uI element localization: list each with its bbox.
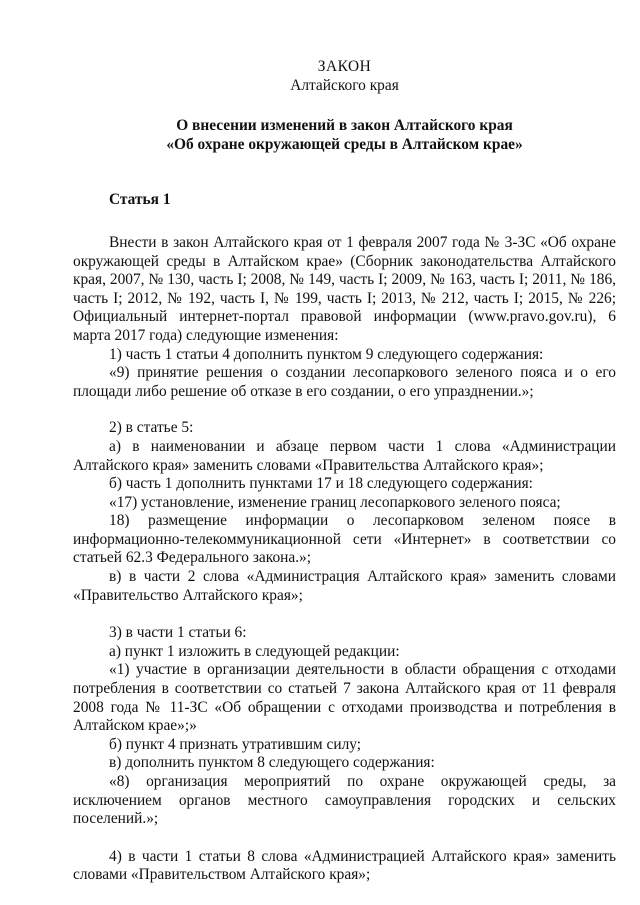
law-header-title: ЗАКОН — [317, 58, 372, 75]
document-title-line-1: О внесении изменений в закон Алтайского края — [176, 117, 513, 135]
law-document-page — [73, 58, 616, 885]
paragraph-item-3-a: а) пункт 1 изложить в следующей редакции: — [109, 642, 400, 660]
paragraph-item-2-c: в) в части 2 слова «Администрация Алтайского края» заменить словами «Правительство Алтайского края»; — [73, 568, 616, 604]
paragraph-item-3-b: б) пункт 4 признать утратившим силу; — [109, 735, 362, 753]
paragraph-item-3-c-text: «8) организация мероприятий по охране окружающей среды, за исключением органов местного самоуправления городских и сельских поселений.»; — [73, 773, 616, 828]
article-heading: Статья 1 — [109, 191, 171, 209]
document-title-line-2: «Об охране окружающей среды в Алтайском крае» — [166, 135, 523, 153]
paragraph-item-2-a: а) в наименовании и абзаце первом части 1 слова «Администрации Алтайского края» заменить словами «Правительства Алтайского края»; — [73, 437, 616, 474]
paragraph-item-2: 2) в статье 5: — [109, 419, 194, 437]
paragraph-item-2-b-17: «17) установление, изменение границ лесопаркового зеленого пояса; — [109, 493, 561, 511]
paragraph-gap — [73, 829, 616, 848]
paragraph-item-3: 3) в части 1 статьи 6: — [109, 624, 247, 642]
paragraph-item-3-a-text: «1) участие в организации деятельности в области обращения с отходами потребления в соответствии со статьей 7 закона Алтайского края от 11 февраля 2008 года № 11-ЗС «Об обращении с отходами производства и потребления в Алтайском крае»;» — [73, 661, 616, 735]
paragraph-item-1-text: «9) принятие решения о создании лесопаркового зеленого пояса и о его площади либо решение об отказе в его создании, о его упразднении.»; — [73, 364, 616, 400]
paragraph-item-3-c: в) дополнить пунктом 8 следующего содержания: — [109, 754, 435, 772]
paragraph-item-1: 1) часть 1 статьи 4 дополнить пунктом 9 следующего содержания: — [109, 345, 544, 363]
paragraph-item-2-b: б) часть 1 дополнить пунктами 17 и 18 следующего содержания: — [109, 475, 533, 493]
paragraph-item-4: 4) в части 1 статьи 8 слова «Администрацией Алтайского края» заменить словами «Правительством Алтайского края»; — [73, 847, 616, 884]
paragraph-gap — [73, 605, 616, 624]
paragraph-item-2-b-18: 18) размещение информации о лесопарковом зеленом поясе в информационно-телекоммуникационной сети «Интернет» в соответствии со статьей 62.3 Федерального закона.»; — [73, 512, 616, 567]
law-header-region: Алтайского края — [290, 76, 399, 94]
paragraph-intro: Внести в закон Алтайского края от 1 февраля 2007 года № 3-ЗС «Об охране окружающей среды в Алтайском крае» (Сборник законодательства Алтайского края, 2007, № 130, часть I; 2008, № 149, часть I; 2009, № 163, часть I; 2011, № 186, часть I; 2012, № 192, часть I, № 199, часть I; 2013, № 212, часть I; 2015, № 226; Официальный интернет-портал правовой информации (www.pravo.gov.ru), 6 марта 2017 года) следующие изменения: — [73, 233, 616, 344]
paragraph-gap — [73, 401, 616, 419]
